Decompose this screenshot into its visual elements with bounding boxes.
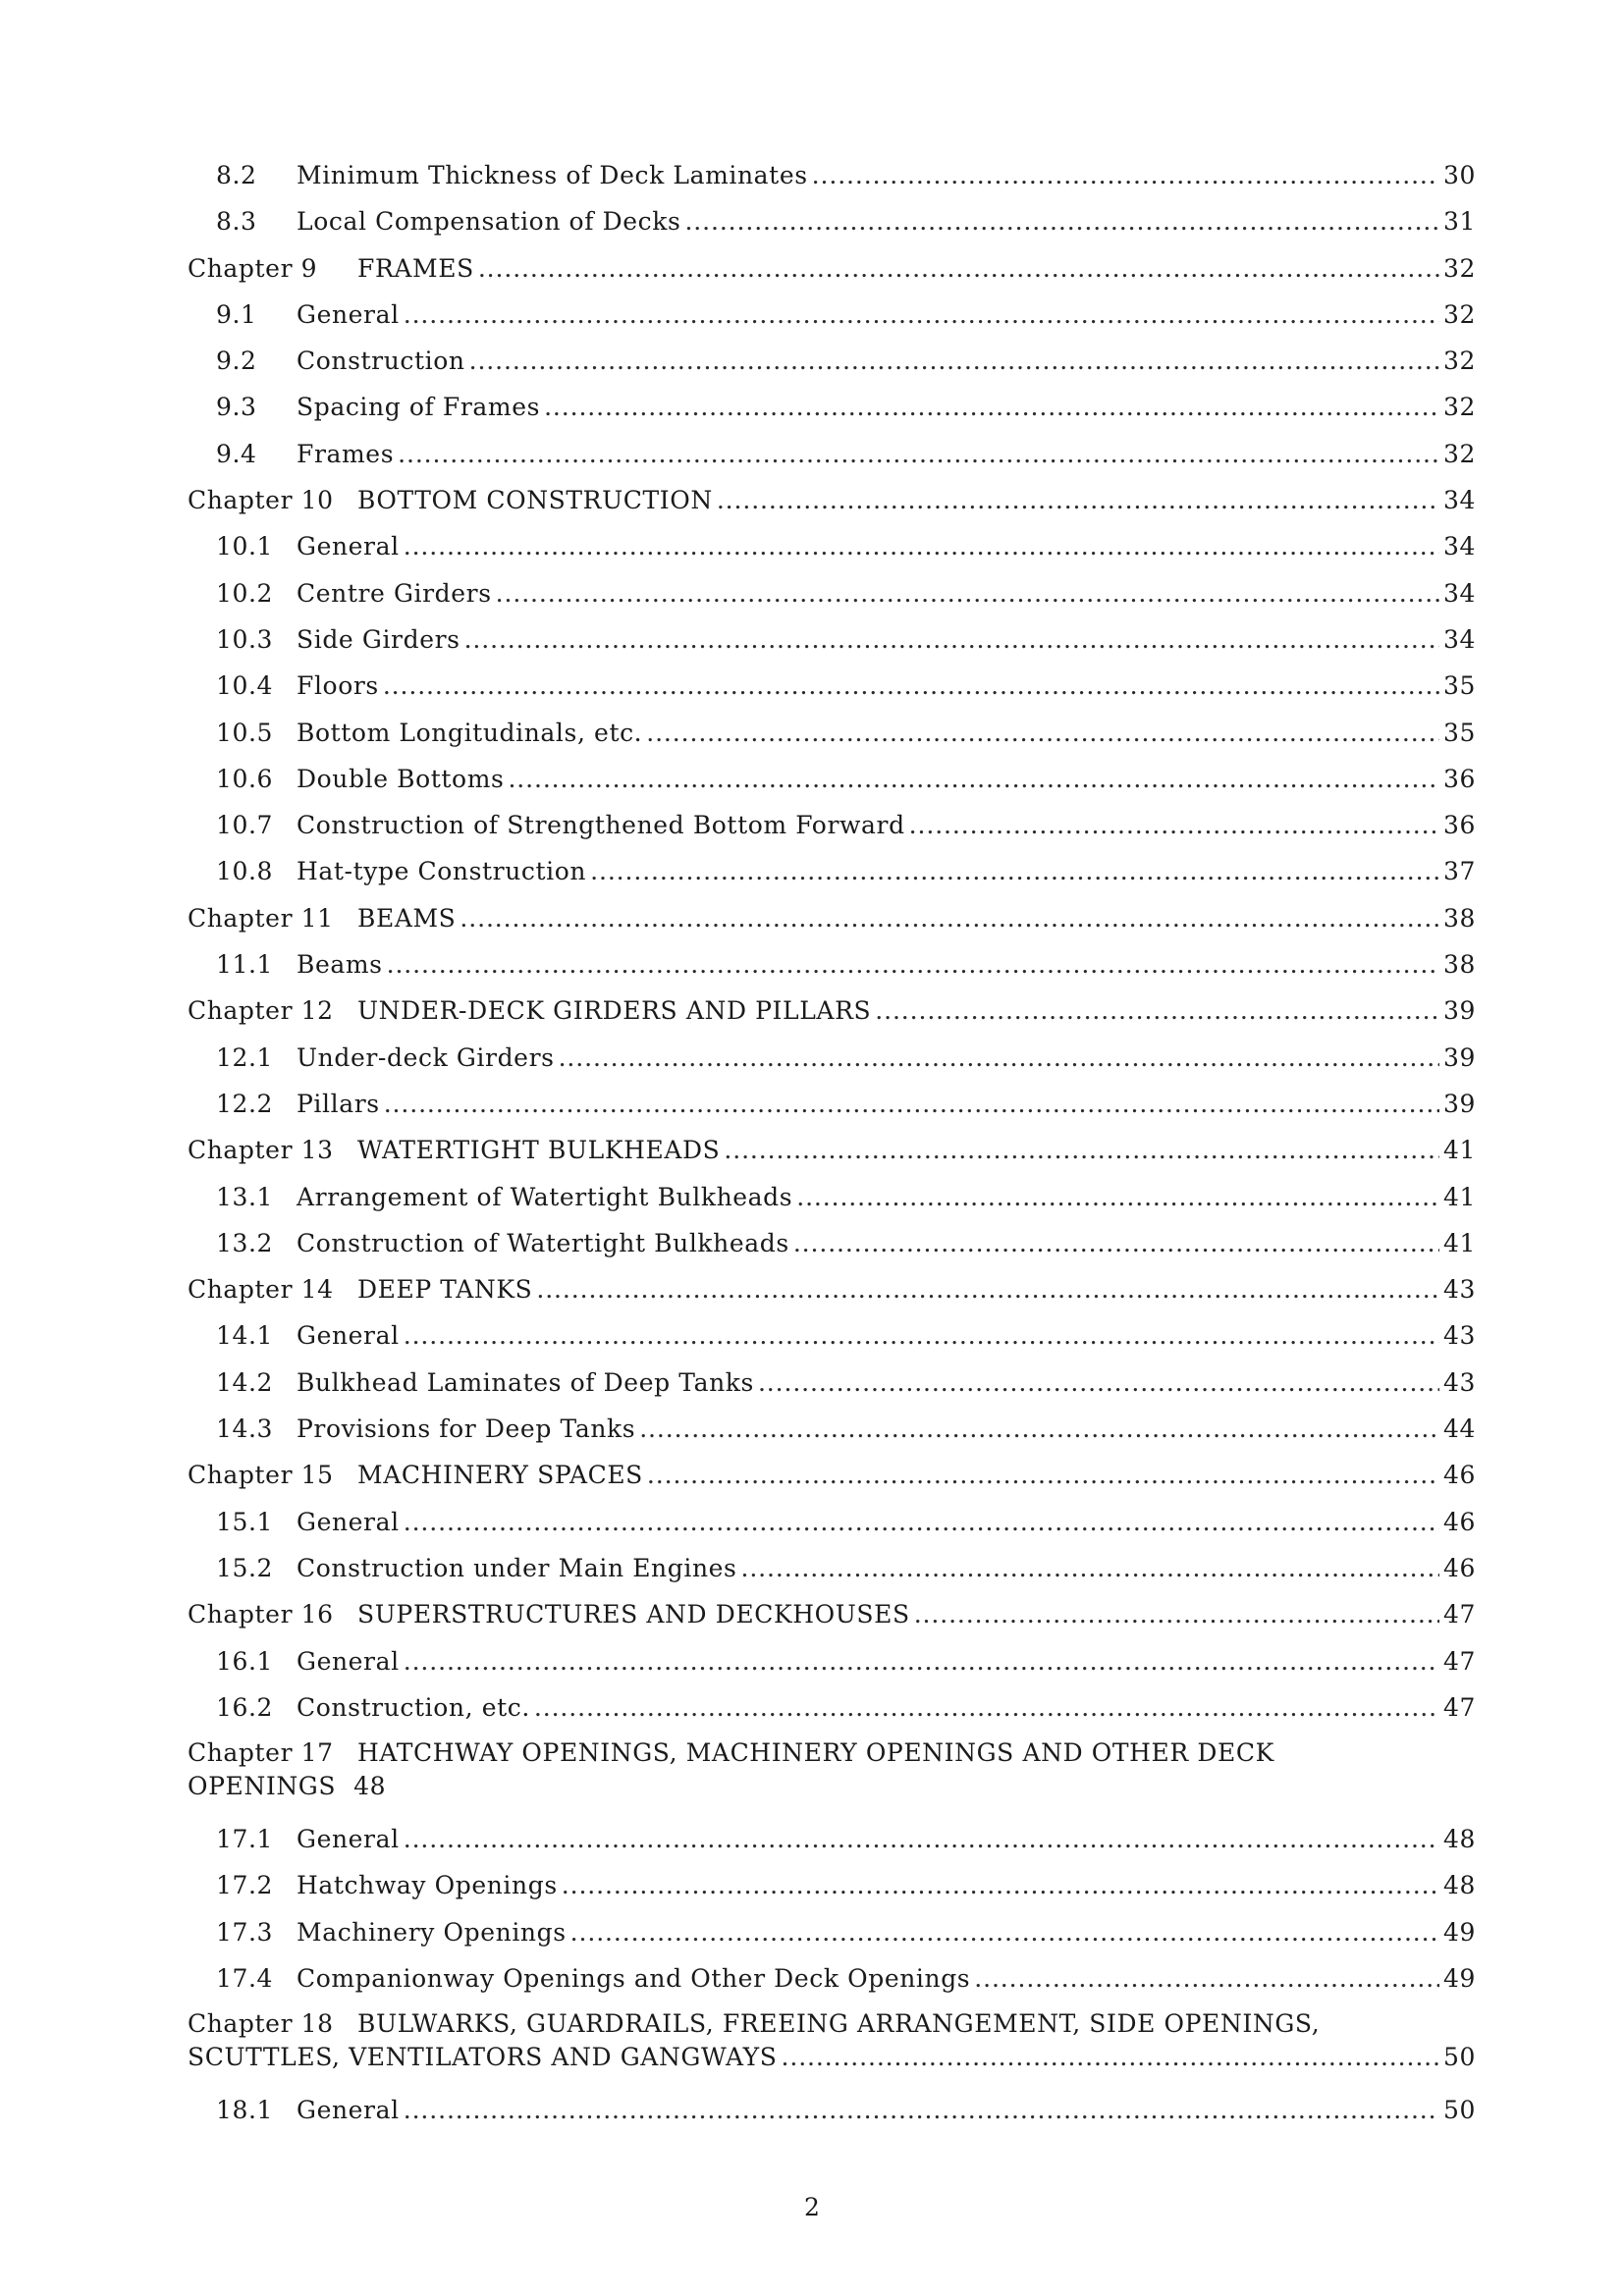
toc-section-entry[interactable] bbox=[188, 1312, 1476, 1359]
toc-section-entry[interactable] bbox=[188, 1816, 1476, 1862]
toc-section-title: Hat-type Construction bbox=[297, 857, 587, 886]
toc-section-number: 15.2 bbox=[216, 1553, 274, 1582]
toc-page-number: 47 bbox=[1442, 1600, 1476, 1629]
toc-section-title: Under-deck Girders bbox=[297, 1042, 555, 1072]
toc-page-number: 37 bbox=[1442, 857, 1476, 886]
toc-section-entry[interactable] bbox=[188, 384, 1476, 430]
toc-section-title: Hatchway Openings bbox=[297, 1871, 558, 1900]
toc-page-number: 38 bbox=[1442, 950, 1476, 980]
dot-leader bbox=[496, 570, 1439, 616]
dot-leader bbox=[404, 2087, 1439, 2133]
toc-section-entry[interactable] bbox=[188, 1955, 1476, 2002]
toc-block-chapter-17-sections bbox=[188, 1816, 1476, 2002]
toc-section-entry[interactable] bbox=[188, 1406, 1476, 1452]
toc-page-number: 32 bbox=[1442, 393, 1476, 422]
toc-section-title: Side Girders bbox=[297, 624, 460, 654]
toc-chapter-entry[interactable] bbox=[188, 895, 1476, 941]
toc-page-number: 35 bbox=[1442, 671, 1476, 701]
toc-chapter-entry[interactable] bbox=[188, 1452, 1476, 1498]
toc-section-entry[interactable] bbox=[188, 152, 1476, 198]
toc-section-title: Construction under Main Engines bbox=[297, 1553, 737, 1582]
toc-page-number: 39 bbox=[1442, 1089, 1476, 1118]
dot-leader bbox=[387, 941, 1439, 988]
toc-page-number: 41 bbox=[1442, 1228, 1476, 1257]
toc-section-number: 9.3 bbox=[216, 393, 257, 422]
toc-chapter-number: Chapter 18 bbox=[188, 2009, 334, 2039]
toc-chapter-number: Chapter 12 bbox=[188, 996, 334, 1026]
toc-section-entry[interactable] bbox=[188, 2087, 1476, 2133]
toc-chapter-entry[interactable] bbox=[188, 988, 1476, 1034]
toc-section-number: 18.1 bbox=[216, 2096, 274, 2125]
toc-page-number: 31 bbox=[1442, 207, 1476, 237]
dot-leader bbox=[684, 198, 1439, 244]
toc-chapter-title: WATERTIGHT BULKHEADS bbox=[357, 1136, 721, 1165]
table-of-contents bbox=[188, 152, 1476, 2134]
toc-section-title: General bbox=[297, 1321, 400, 1351]
toc-section-title: Bottom Longitudinals, etc. bbox=[297, 718, 643, 747]
toc-section-entry[interactable] bbox=[188, 1909, 1476, 1955]
dot-leader bbox=[782, 2041, 1439, 2074]
toc-section-number: 16.1 bbox=[216, 1646, 274, 1676]
toc-chapter-entry[interactable] bbox=[188, 1591, 1476, 1637]
dot-leader bbox=[398, 431, 1439, 477]
dot-leader bbox=[534, 1684, 1439, 1731]
toc-page-number: 46 bbox=[1442, 1461, 1476, 1490]
toc-section-number: 10.4 bbox=[216, 671, 274, 701]
toc-section-entry[interactable] bbox=[188, 663, 1476, 709]
toc-section-number: 10.8 bbox=[216, 857, 274, 886]
toc-chapter-17[interactable] bbox=[188, 1731, 1476, 1803]
toc-section-entry[interactable] bbox=[188, 1638, 1476, 1684]
toc-section-title: Construction of Strengthened Bottom Forward bbox=[297, 811, 905, 840]
dot-leader bbox=[536, 1266, 1439, 1312]
toc-chapter-title: FRAMES bbox=[357, 253, 474, 283]
toc-section-entry[interactable] bbox=[188, 338, 1476, 384]
toc-page-number: 32 bbox=[1442, 253, 1476, 283]
toc-section-title: Spacing of Frames bbox=[297, 393, 541, 422]
toc-section-entry[interactable] bbox=[188, 1081, 1476, 1127]
toc-section-number: 10.5 bbox=[216, 718, 274, 747]
toc-section-entry[interactable] bbox=[188, 431, 1476, 477]
toc-section-title: General bbox=[297, 299, 400, 329]
toc-section-number: 8.2 bbox=[216, 161, 257, 189]
dot-leader bbox=[404, 1499, 1439, 1545]
toc-page-number: 35 bbox=[1442, 718, 1476, 747]
toc-chapter-title: DEEP TANKS bbox=[357, 1275, 533, 1305]
dot-leader bbox=[724, 1127, 1439, 1173]
toc-section-entry[interactable] bbox=[188, 1220, 1476, 1266]
toc-page-number: 43 bbox=[1442, 1275, 1476, 1305]
toc-chapter-number: Chapter 14 bbox=[188, 1275, 334, 1305]
dot-leader bbox=[562, 1862, 1439, 1908]
toc-section-title: General bbox=[297, 1825, 400, 1854]
toc-section-title: Provisions for Deep Tanks bbox=[297, 1415, 636, 1444]
toc-section-number: 9.4 bbox=[216, 439, 257, 468]
toc-page-number: 30 bbox=[1442, 161, 1476, 189]
toc-section-number: 8.3 bbox=[216, 207, 257, 237]
toc-chapter-title: BULWARKS, GUARDRAILS, FREEING ARRANGEMENT, SIDE OPENINGS, bbox=[357, 2009, 1321, 2039]
toc-section-title: Floors bbox=[297, 671, 379, 701]
toc-page-number: 34 bbox=[1442, 578, 1476, 608]
toc-section-title: Construction, etc. bbox=[297, 1692, 530, 1722]
toc-section-number: 10.2 bbox=[216, 578, 274, 608]
dot-leader bbox=[639, 1406, 1439, 1452]
toc-page-number: 36 bbox=[1442, 764, 1476, 793]
toc-section-number: 13.1 bbox=[216, 1182, 274, 1211]
toc-section-entry[interactable] bbox=[188, 292, 1476, 338]
dot-leader bbox=[647, 1452, 1439, 1498]
toc-section-number: 17.1 bbox=[216, 1825, 274, 1854]
dot-leader bbox=[469, 338, 1439, 384]
toc-section-title: Construction bbox=[297, 347, 465, 376]
toc-page-number: 34 bbox=[1442, 532, 1476, 561]
toc-section-entry[interactable] bbox=[188, 1499, 1476, 1545]
toc-section-entry[interactable] bbox=[188, 1360, 1476, 1406]
toc-section-title: General bbox=[297, 2096, 400, 2125]
toc-section-entry[interactable] bbox=[188, 802, 1476, 848]
toc-chapter-entry[interactable] bbox=[188, 1266, 1476, 1312]
toc-section-entry[interactable] bbox=[188, 1684, 1476, 1731]
dot-leader bbox=[478, 245, 1439, 292]
toc-section-entry[interactable] bbox=[188, 1174, 1476, 1220]
toc-chapter-title: BEAMS bbox=[357, 903, 457, 933]
toc-page-number: 32 bbox=[1442, 299, 1476, 329]
toc-page-number: 46 bbox=[1442, 1507, 1476, 1536]
toc-chapter-title-continued: SCUTTLES, VENTILATORS AND GANGWAYS bbox=[188, 2043, 778, 2072]
toc-page-number: 50 bbox=[1442, 2043, 1476, 2072]
toc-page-number: 47 bbox=[1442, 1692, 1476, 1722]
toc-section-number: 17.2 bbox=[216, 1871, 274, 1900]
toc-page-number: 32 bbox=[1442, 347, 1476, 376]
dot-leader bbox=[909, 802, 1439, 848]
toc-page-number: 41 bbox=[1442, 1182, 1476, 1211]
toc-page-number: 49 bbox=[1442, 1917, 1476, 1947]
toc-section-number: 14.1 bbox=[216, 1321, 274, 1351]
toc-page-number: 34 bbox=[1442, 486, 1476, 515]
toc-chapter-title: MACHINERY SPACES bbox=[357, 1461, 643, 1490]
dot-leader bbox=[974, 1955, 1439, 2002]
toc-section-number: 10.3 bbox=[216, 624, 274, 654]
toc-section-title: Machinery Openings bbox=[297, 1917, 567, 1947]
dot-leader bbox=[875, 988, 1439, 1034]
toc-section-entry[interactable] bbox=[188, 1035, 1476, 1081]
toc-section-number: 10.1 bbox=[216, 532, 274, 561]
toc-section-number: 16.2 bbox=[216, 1692, 274, 1722]
toc-section-title: Companionway Openings and Other Deck Openings bbox=[297, 1963, 971, 1993]
toc-chapter-number: Chapter 10 bbox=[188, 486, 334, 515]
toc-block-chapter-18-sections bbox=[188, 2087, 1476, 2133]
dot-leader bbox=[508, 756, 1439, 802]
toc-chapter-18[interactable] bbox=[188, 2002, 1476, 2074]
toc-page-number: 49 bbox=[1442, 1963, 1476, 1993]
dot-leader bbox=[570, 1909, 1439, 1955]
toc-chapter-entry[interactable] bbox=[188, 477, 1476, 523]
toc-section-title: Pillars bbox=[297, 1089, 380, 1118]
toc-section-entry[interactable] bbox=[188, 941, 1476, 988]
toc-page-number: 39 bbox=[1442, 996, 1476, 1026]
dot-leader bbox=[914, 1591, 1439, 1637]
toc-section-title: Beams bbox=[297, 950, 383, 980]
dot-leader bbox=[812, 152, 1439, 198]
toc-section-title: Arrangement of Watertight Bulkheads bbox=[297, 1182, 793, 1211]
toc-section-title: Centre Girders bbox=[297, 578, 492, 608]
toc-section-title: Bulkhead Laminates of Deep Tanks bbox=[297, 1367, 754, 1397]
toc-section-number: 12.1 bbox=[216, 1042, 274, 1072]
toc-chapter-number: Chapter 9 bbox=[188, 253, 318, 283]
toc-section-number: 17.3 bbox=[216, 1917, 274, 1947]
toc-section-title: Double Bottoms bbox=[297, 764, 505, 793]
toc-chapter-entry[interactable] bbox=[188, 245, 1476, 292]
toc-chapter-title: UNDER-DECK GIRDERS AND PILLARS bbox=[357, 996, 872, 1026]
toc-section-number: 14.2 bbox=[216, 1367, 274, 1397]
toc-page-number: 50 bbox=[1442, 2096, 1476, 2125]
dot-leader bbox=[646, 710, 1439, 756]
toc-section-entry[interactable] bbox=[188, 848, 1476, 894]
toc-section-number: 15.1 bbox=[216, 1507, 274, 1536]
dot-leader bbox=[460, 895, 1439, 941]
toc-page-number: 48 bbox=[1442, 1871, 1476, 1900]
dot-leader bbox=[793, 1220, 1439, 1266]
dot-leader bbox=[464, 616, 1439, 663]
toc-page-number: 41 bbox=[1442, 1136, 1476, 1165]
dot-leader bbox=[717, 477, 1439, 523]
toc-section-title: Frames bbox=[297, 439, 395, 468]
toc-section-number: 17.4 bbox=[216, 1963, 274, 1993]
toc-page-number: 38 bbox=[1442, 903, 1476, 933]
dot-leader bbox=[383, 663, 1439, 709]
toc-section-entry[interactable] bbox=[188, 1545, 1476, 1591]
toc-section-number: 9.1 bbox=[216, 299, 257, 329]
toc-section-entry[interactable] bbox=[188, 523, 1476, 569]
toc-section-number: 11.1 bbox=[216, 950, 274, 980]
toc-section-entry[interactable] bbox=[188, 1862, 1476, 1908]
dot-leader bbox=[559, 1035, 1439, 1081]
dot-leader bbox=[758, 1360, 1439, 1406]
toc-page-number: 46 bbox=[1442, 1553, 1476, 1582]
dot-leader bbox=[384, 1081, 1439, 1127]
toc-page-number: 43 bbox=[1442, 1367, 1476, 1397]
toc-section-entry[interactable] bbox=[188, 198, 1476, 244]
toc-page-number: 34 bbox=[1442, 624, 1476, 654]
dot-leader bbox=[404, 292, 1439, 338]
dot-leader bbox=[404, 1816, 1439, 1862]
dot-leader bbox=[404, 1638, 1439, 1684]
toc-chapter-entry[interactable] bbox=[188, 1127, 1476, 1173]
page-number: 2 bbox=[804, 2193, 820, 2221]
toc-section-number: 10.6 bbox=[216, 764, 274, 793]
dot-leader bbox=[740, 1545, 1439, 1591]
dot-leader bbox=[796, 1174, 1439, 1220]
toc-section-number: 12.2 bbox=[216, 1089, 274, 1118]
toc-page-number: 48 bbox=[1442, 1825, 1476, 1854]
toc-chapter-title: HATCHWAY OPENINGS, MACHINERY OPENINGS AND OTHER DECK bbox=[357, 1738, 1274, 1768]
toc-section-title: General bbox=[297, 1507, 400, 1536]
toc-chapter-number: Chapter 17 bbox=[188, 1738, 334, 1768]
toc-chapter-title: BOTTOM CONSTRUCTION bbox=[357, 486, 713, 515]
dot-leader bbox=[404, 1312, 1439, 1359]
toc-section-entry[interactable] bbox=[188, 710, 1476, 756]
toc-section-number: 13.2 bbox=[216, 1228, 274, 1257]
toc-section-number: 9.2 bbox=[216, 347, 257, 376]
toc-section-entry[interactable] bbox=[188, 570, 1476, 616]
toc-section-entry[interactable] bbox=[188, 616, 1476, 663]
toc-block-chapters-8-16 bbox=[188, 152, 1476, 1731]
dot-leader bbox=[590, 848, 1439, 894]
toc-section-title: Minimum Thickness of Deck Laminates bbox=[297, 161, 808, 189]
toc-section-entry[interactable] bbox=[188, 756, 1476, 802]
toc-chapter-number: Chapter 13 bbox=[188, 1136, 334, 1165]
toc-chapter-title: SUPERSTRUCTURES AND DECKHOUSES bbox=[357, 1600, 910, 1629]
toc-section-title: General bbox=[297, 532, 400, 561]
toc-section-number: 10.7 bbox=[216, 811, 274, 840]
toc-chapter-number: Chapter 11 bbox=[188, 903, 334, 933]
toc-page-number: 43 bbox=[1442, 1321, 1476, 1351]
toc-section-title: Construction of Watertight Bulkheads bbox=[297, 1228, 789, 1257]
toc-page-number: 39 bbox=[1442, 1042, 1476, 1072]
toc-page-number: 47 bbox=[1442, 1646, 1476, 1676]
toc-chapter-number: Chapter 16 bbox=[188, 1600, 334, 1629]
toc-chapter-title-continued: OPENINGS bbox=[188, 1772, 337, 1801]
toc-page-number: 36 bbox=[1442, 811, 1476, 840]
dot-leader bbox=[404, 523, 1439, 569]
dot-leader bbox=[544, 384, 1439, 430]
toc-section-number: 14.3 bbox=[216, 1415, 274, 1444]
toc-page-number: 48 bbox=[353, 1772, 387, 1801]
toc-page-number: 32 bbox=[1442, 439, 1476, 468]
toc-section-title: General bbox=[297, 1646, 400, 1676]
toc-chapter-number: Chapter 15 bbox=[188, 1461, 334, 1490]
toc-section-title: Local Compensation of Decks bbox=[297, 207, 681, 237]
toc-page-number: 44 bbox=[1442, 1415, 1476, 1444]
